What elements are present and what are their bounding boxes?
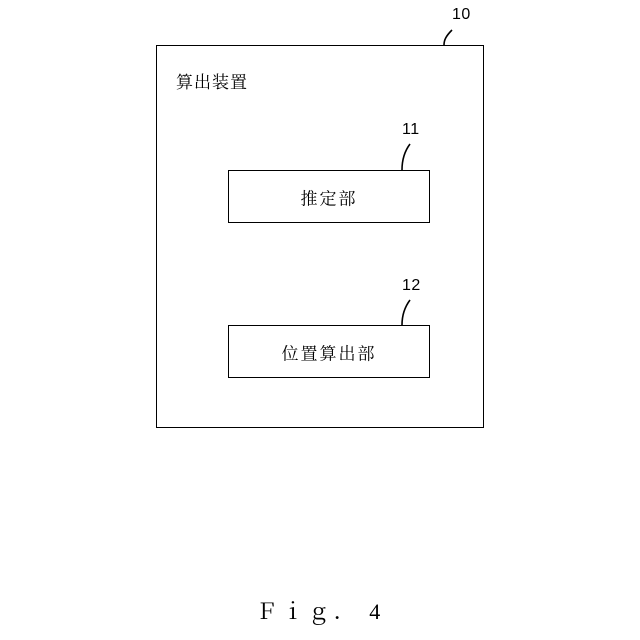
reference-numeral-11: 11 bbox=[402, 121, 420, 138]
position-calculation-unit-box bbox=[228, 325, 430, 378]
figure-caption: Ｆｉｇ． 4 bbox=[255, 599, 385, 624]
outer-device-label: 算出装置 bbox=[176, 73, 248, 92]
estimation-unit-label: 推定部 bbox=[300, 189, 358, 208]
reference-numeral-10: 10 bbox=[452, 6, 471, 23]
reference-numeral-12: 12 bbox=[402, 277, 421, 294]
position-calculation-unit-label: 位置算出部 bbox=[281, 344, 377, 363]
estimation-unit-box bbox=[228, 170, 430, 223]
